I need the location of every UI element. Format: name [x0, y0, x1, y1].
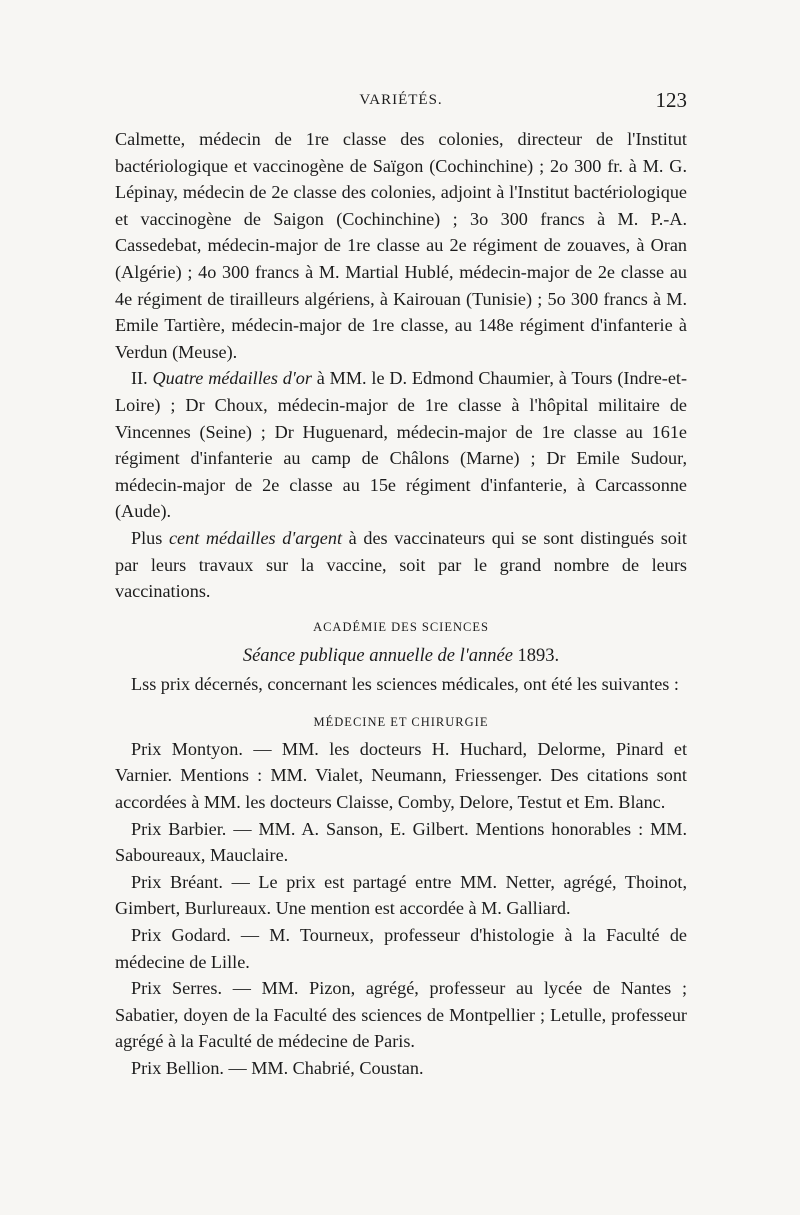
paragraph-prix-godard: Prix Godard. — M. Tourneux, professeur d'histologie à la Faculté de médecine de Lille.	[115, 925, 687, 972]
paragraph-continuation: Calmette, médecin de 1re classe des colonies, directeur de l'Institut bactériologique et vaccinogène de Saïgon (Cochinchine) ; 2o 300 fr. à M. G. Lépinay, médecin de 2e classe des colonies, adjoint à l'Institut bactériologique et vaccinogène de Saigon (Cochinchine) ; 3o 300 francs à M. P.-A. Cassedebat, médecin-major de 1re classe au 2e régiment de zouaves, à Oran (Algérie) ; 4o 300 francs à M. Martial Hublé, médecin-major de 2e classe au 4e régiment de tirailleurs algériens, à Kairouan (Tunisie) ; 5o 300 francs à M. Emile Tartière, médecin-major de 1re classe, au 148e régiment d'infanterie à Verdun (Meuse).	[115, 129, 687, 362]
session-title	[115, 643, 687, 670]
section-heading: ACADÉMIE DES SCIENCES	[313, 619, 489, 634]
paragraph-prix-breant: Prix Bréant. — Le prix est partagé entre MM. Netter, agrégé, Thoinot, Gimbert, Burlureaux. Une mention est accordée à M. Galliard.	[115, 871, 687, 919]
paragraph-silver-medals	[115, 525, 687, 605]
paragraph-lead: Plus	[131, 527, 169, 548]
paragraph-prix-barbier: Prix Barbier. — MM. A. Sanson, E. Gilbert. Mentions honorables : MM. Saboureaux, Mauclaire.	[115, 818, 687, 866]
body-text	[115, 126, 687, 1082]
paragraph-prix-serres: Prix Serres. — MM. Pizon, agrégé, professeur au lycée de Nantes ; Sabatier, doyen de la Faculté des sciences de Montpellier ; Letulle, professeur agrégé à la Faculté de médecine de Paris.	[115, 978, 687, 1052]
paragraph-rest: à des vaccinateurs qui se sont distingués soit par leurs travaux sur la vaccine, soit par le grand nombre de leurs vaccinations.	[115, 527, 687, 602]
italic-phrase: Quatre médailles d'or	[152, 368, 312, 389]
paragraph-prix-bellion: Prix Bellion. — MM. Chabrié, Coustan.	[131, 1058, 424, 1078]
paragraph-gold-medals	[115, 365, 687, 525]
paragraph-rest: à MM. le D. Edmond Chaumier, à Tours (Indre-et-Loire) ; Dr Choux, médecin-major de 1re classe à l'hôpital militaire de Vincennes (Seine) ; Dr Huguenard, médecin-major de 1re classe au 161e régiment d'infanterie au camp de Châlons (Marne) ; Dr Emile Sudour, médecin-major de 2e classe au 15e régiment d'infanterie, à Carcassonne (Aude).	[115, 368, 688, 522]
running-header	[115, 88, 687, 122]
page-number: 123	[655, 88, 687, 112]
subheading-medicine-surgery: MÉDECINE ET CHIRURGIE	[313, 714, 489, 729]
paragraph-prizes-intro: Lss prix décernés, concernant les sciences médicales, ont été les suivantes :	[131, 674, 679, 695]
running-title: VARIÉTÉS.	[359, 92, 443, 108]
session-title-text: Séance publique annuelle de l'année	[242, 645, 513, 666]
paragraph-prix-montyon: Prix Montyon. — MM. les docteurs H. Huchard, Delorme, Pinard et Varnier. Mentions : MM. Vialet, Neumann, Friessenger. Des citations sont accordées à MM. les docteurs Claisse, Comby, Delore, Testut et Em. Blanc.	[115, 738, 687, 813]
italic-phrase: cent médailles d'argent	[168, 527, 343, 548]
paragraph-lead: II.	[131, 368, 153, 389]
session-year: 1893.	[512, 645, 560, 666]
